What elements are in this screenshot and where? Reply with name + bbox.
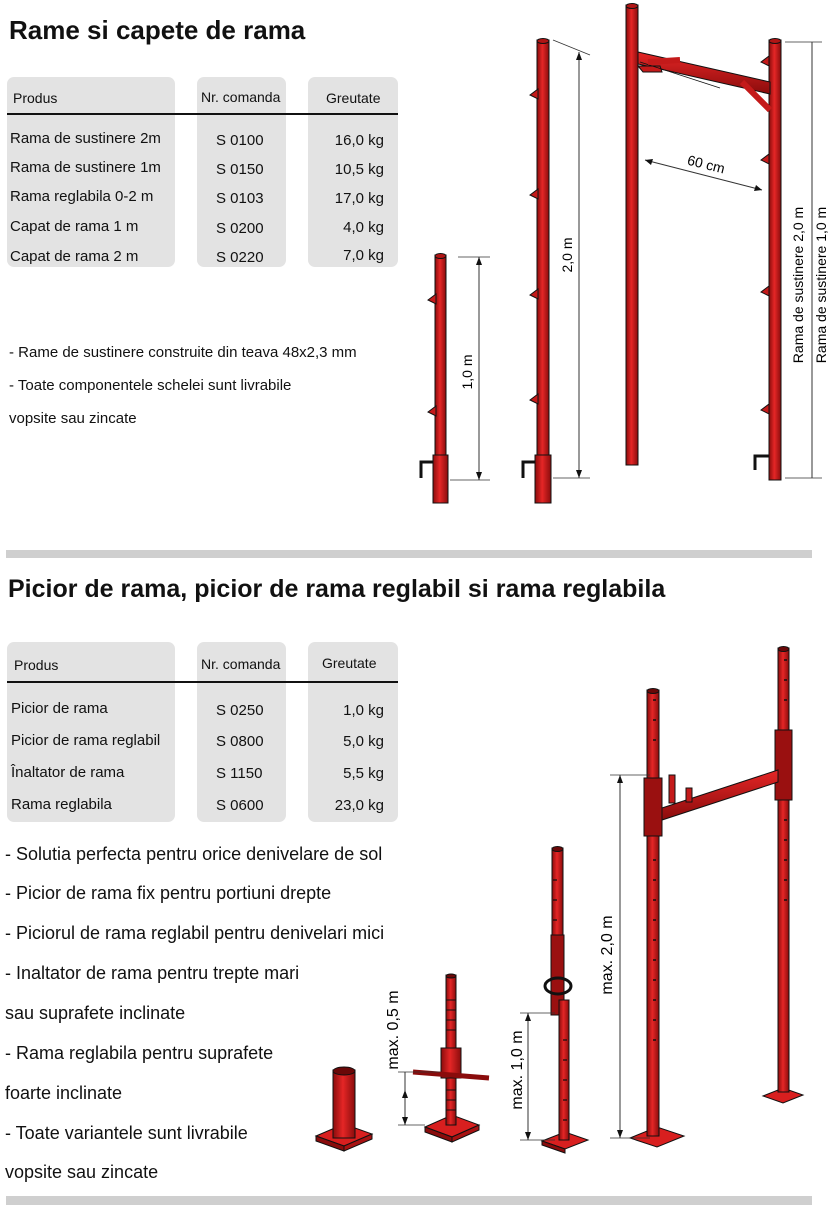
cell-nr: S 0800 [216, 733, 264, 750]
note-line: - Rama reglabila pentru suprafete [5, 1043, 274, 1063]
fixed-leg [316, 1067, 372, 1151]
section1-title: Rame si capete de rama [9, 15, 306, 45]
note-line: - Picior de rama fix pentru portiuni drepte [5, 883, 332, 903]
note-line: - Solutia perfecta pentru orice denivelare de sol [5, 844, 383, 864]
cell-nr: S 0100 [216, 132, 264, 149]
legs-illustration [300, 630, 830, 1190]
dim-frame-1m: Rama de sustinere 1,0 m [813, 206, 829, 364]
cell-produs: Capat de rama 2 m [10, 248, 139, 265]
section-separator [6, 1196, 812, 1205]
dim-frame-2m: Rama de sustinere 2,0 m [790, 206, 806, 364]
note-line: - Piciorul de rama reglabil pentru denivelari mici [5, 923, 385, 943]
dim-60cm: 60 cm [685, 151, 727, 177]
cell-nr: S 0250 [216, 702, 264, 719]
section2-title: Picior de rama, picior de rama reglabil si rama reglabila [8, 575, 666, 603]
cell-greutate: 10,5 kg [334, 161, 384, 178]
cell-greutate: 4,0 kg [343, 219, 384, 236]
table-header-produs: Produs [14, 657, 59, 673]
cell-nr: S 0200 [216, 220, 264, 237]
cell-greutate: 7,0 kg [343, 247, 384, 264]
cell-greutate: 17,0 kg [334, 190, 384, 207]
frame-jack [385, 974, 489, 1142]
dim-jack: max. 0,5 m [385, 990, 402, 1070]
dim-2m: 2,0 m [559, 237, 575, 273]
dim-adjustable-leg: max. 1,0 m [509, 1030, 526, 1110]
table-header-greutate: Greutate [326, 90, 381, 106]
cell-produs: Înaltator de rama [11, 764, 125, 781]
cell-nr: S 1150 [216, 765, 263, 782]
note-line: foarte inclinate [5, 1083, 123, 1103]
note-line: vopsite sau zincate [5, 1162, 159, 1182]
cell-produs: Rama de sustinere 2m [10, 130, 161, 147]
cell-produs: Picior de rama [11, 700, 108, 717]
support-frame [626, 4, 829, 481]
cell-greutate: 5,5 kg [343, 765, 384, 782]
cell-produs: Capat de rama 1 m [10, 218, 139, 235]
table-header-rule [7, 113, 398, 115]
table-header-nr: Nr. comanda [201, 89, 281, 105]
cell-produs: Picior de rama reglabil [11, 732, 161, 749]
note-line: - Toate componentele schelei sunt livrabile [9, 377, 292, 394]
note-line: - Toate variantele sunt livrabile [5, 1123, 248, 1143]
section-separator [6, 550, 812, 558]
cell-produs: Rama de sustinere 1m [10, 159, 161, 176]
note-line: - Inaltator de rama pentru trepte mari [5, 963, 300, 983]
cell-nr: S 0150 [216, 161, 264, 178]
note-line: sau suprafete inclinate [5, 1003, 186, 1023]
dim-adjustable-frame: max. 2,0 m [599, 915, 616, 995]
cell-greutate: 16,0 kg [334, 132, 384, 149]
cell-nr: S 0103 [216, 190, 264, 207]
note-line: vopsite sau zincate [9, 410, 137, 427]
cell-nr: S 0600 [216, 797, 264, 814]
table-header-produs: Produs [13, 90, 58, 106]
cell-produs: Rama reglabila 0-2 m [10, 188, 154, 205]
table-header-greutate: Greutate [322, 655, 377, 671]
post-2m [523, 39, 590, 504]
frame-illustration [410, 0, 830, 510]
post-1m [421, 254, 490, 504]
note-line: - Rame de sustinere construite din teava 48x2,3 mm [9, 344, 357, 361]
dim-1m: 1,0 m [459, 354, 475, 390]
table-header-nr: Nr. comanda [201, 656, 281, 672]
adjustable-leg [509, 847, 588, 1154]
adjustable-frame [599, 647, 803, 1148]
cell-nr: S 0220 [216, 249, 264, 266]
cell-produs: Rama reglabila [11, 796, 112, 813]
cell-greutate: 1,0 kg [343, 702, 384, 719]
cell-greutate: 23,0 kg [334, 797, 384, 814]
cell-greutate: 5,0 kg [343, 733, 384, 750]
